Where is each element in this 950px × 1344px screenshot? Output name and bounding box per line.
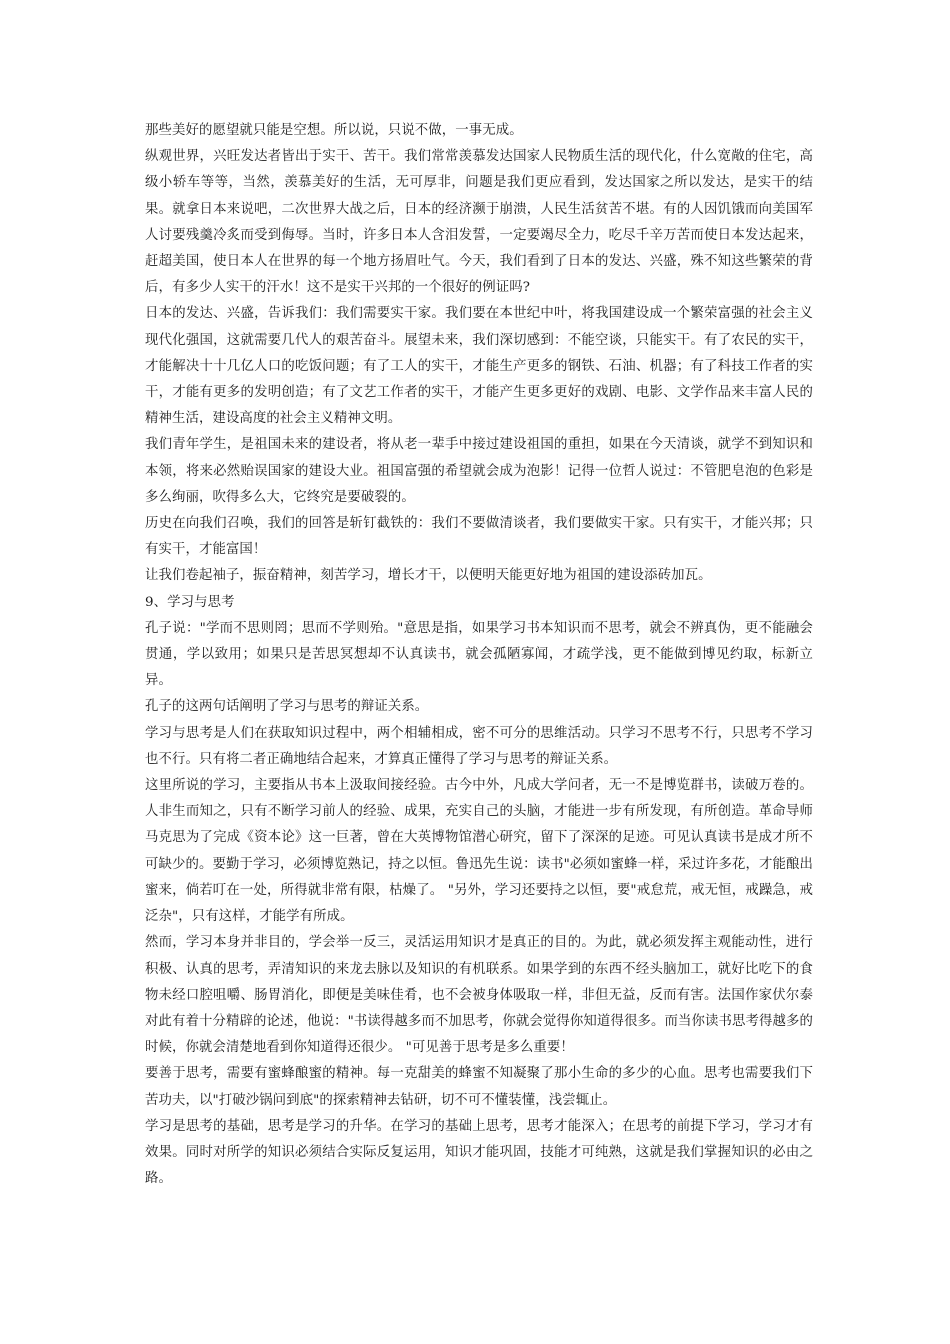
paragraph: 历史在向我们召唤，我们的回答是斩钉截铁的：我们不要做清谈者，我们要做实干家。只有实干，才能兴邦；只有实干，才能富国！: [145, 516, 813, 558]
paragraph: 纵观世界，兴旺发达者皆出于实干、苦干。我们常常羡慕发达国家人民物质生活的现代化，什么宽敞的住宅，高级小轿车等等，当然，羡慕美好的生活，无可厚非，问题是我们更应看到，发达国家之所以发达，是实干的结果。就拿日本来说吧，二次世界大战之后，日本的经济濒于崩溃，人民生活贫苦不堪。有的人因饥饿而向美国军人讨要残羹冷炙而受到侮辱。当时，许多日本人含泪发誓，一定要竭尽全力，吃尽千辛万苦而使日本发达起来，赶超美国，使日本人在世界的每一个地方扬眉吐气。今天，我们看到了日本的发达、兴盛，殊不知这些繁荣的背后，有多少人实干的汗水！这不是实干兴邦的一个很好的例证吗?: [145, 149, 813, 296]
paragraph: 孔子的这两句话阐明了学习与思考的辩证关系。: [145, 699, 429, 715]
document-body: [145, 118, 813, 1192]
paragraph: 那些美好的愿望就只能是空想。所以说，只说不做，一事无成。: [145, 123, 523, 138]
paragraph: 学习是思考的基础，思考是学习的升华。在学习的基础上思考，思考才能深入；在思考的前提下学习，学习才有效果。同时对所学的知识必须结合实际反复运用，知识才能巩固，技能才可纯熟，这就是我们掌握知识的必由之路。: [145, 1118, 813, 1187]
paragraph: 孔子说："学而不思则罔；思而不学则殆。"意思是指，如果学习书本知识而不思考，就会不辨真伪，更不能融会贯通，学以致用；如果只是苦思冥想却不认真读书，就会孤陋寡闻，才疏学浅，更不能做到博见约取，标新立异。: [145, 620, 813, 689]
paragraph: 然而，学习本身并非目的，学会举一反三，灵活运用知识才是真正的目的。为此，就必须发挥主观能动性，进行积极、认真的思考，弄清知识的来龙去脉以及知识的有机联系。如果学到的东西不经头脑加工，就好比吃下的食物未经口腔咀嚼、肠胃消化，即便是美味佳肴，也不会被身体吸取一样，非但无益，反而有害。法国作家伏尔泰对此有着十分精辟的论述，他说："书读得越多而不加思考，你就会觉得你知道得很多。而当你读书思考得越多的时候，你就会清楚地看到你知道得还很少。 "可见善于思考是多么重要！: [145, 935, 813, 1056]
paragraph: 日本的发达、兴盛，告诉我们：我们需要实干家。我们要在本世纪中叶，将我国建设成一个繁荣富强的社会主义现代化强国，这就需要几代人的艰苦奋斗。展望未来，我们深切感到：不能空谈，只能实干。有了农民的实干，才能解决十十几亿人口的吃饭问题；有了工人的实干，才能生产更多的钢铁、石油、机器；有了科技工作者的实干，才能有更多的发明创造；有了文艺工作者的实干，才能产生更多更好的戏剧、电影、文学作品来丰富人民的精神生活，建设高度的社会主义精神文明。: [145, 306, 813, 427]
paragraph: 学习与思考是人们在获取知识过程中，两个相辅相成，密不可分的思维活动。只学习不思考不行，只思考不学习也不行。只有将二者正确地结合起来，才算真正懂得了学习与思考的辩证关系。: [145, 725, 813, 767]
paragraph: 让我们卷起袖子，振奋精神，刻苦学习，增长才干，以便明天能更好地为祖国的建设添砖加瓦。: [145, 568, 712, 584]
paragraph: 要善于思考，需要有蜜蜂酿蜜的精神。每一克甜美的蜂蜜不知凝聚了那小生命的多少的心血。思考也需要我们下苦功夫，以"打破沙锅问到底"的探索精神去钻研，切不可不懂装懂，浅尝辄止。: [145, 1066, 813, 1108]
paragraph: 这里所说的学习，主要指从书本上汲取间接经验。古今中外，凡成大学问者，无一不是博览群书，读破万卷的。人非生而知之，只有不断学习前人的经验、成果，充实自己的头脑，才能进一步有所发现，有所创造。革命导师马克思为了完成《资本论》这一巨著，曾在大英博物馆潜心研究，留下了深深的足迹。可见认真读书是成才所不可缺少的。要勤于学习，必须博览熟记，持之以恒。鲁迅先生说：读书"必须如蜜蜂一样，采过许多花，才能酿出蜜来，倘若叮在一处，所得就非常有限，枯燥了。 "另外，学习还要持之以恒，要"戒怠荒，戒无恒，戒躁急，戒泛杂"，只有这样，才能学有所成。: [145, 778, 813, 925]
paragraph: 我们青年学生，是祖国未来的建设者，将从老一辈手中接过建设祖国的重担，如果在今天清谈，就学不到知识和本领，将来必然贻误国家的建设大业。祖国富强的希望就会成为泡影！记得一位哲人说过：不管肥皂泡的色彩是多么绚丽，吹得多么大，它终究是要破裂的。: [145, 437, 813, 505]
section-heading: 9、学习与思考: [145, 594, 235, 610]
